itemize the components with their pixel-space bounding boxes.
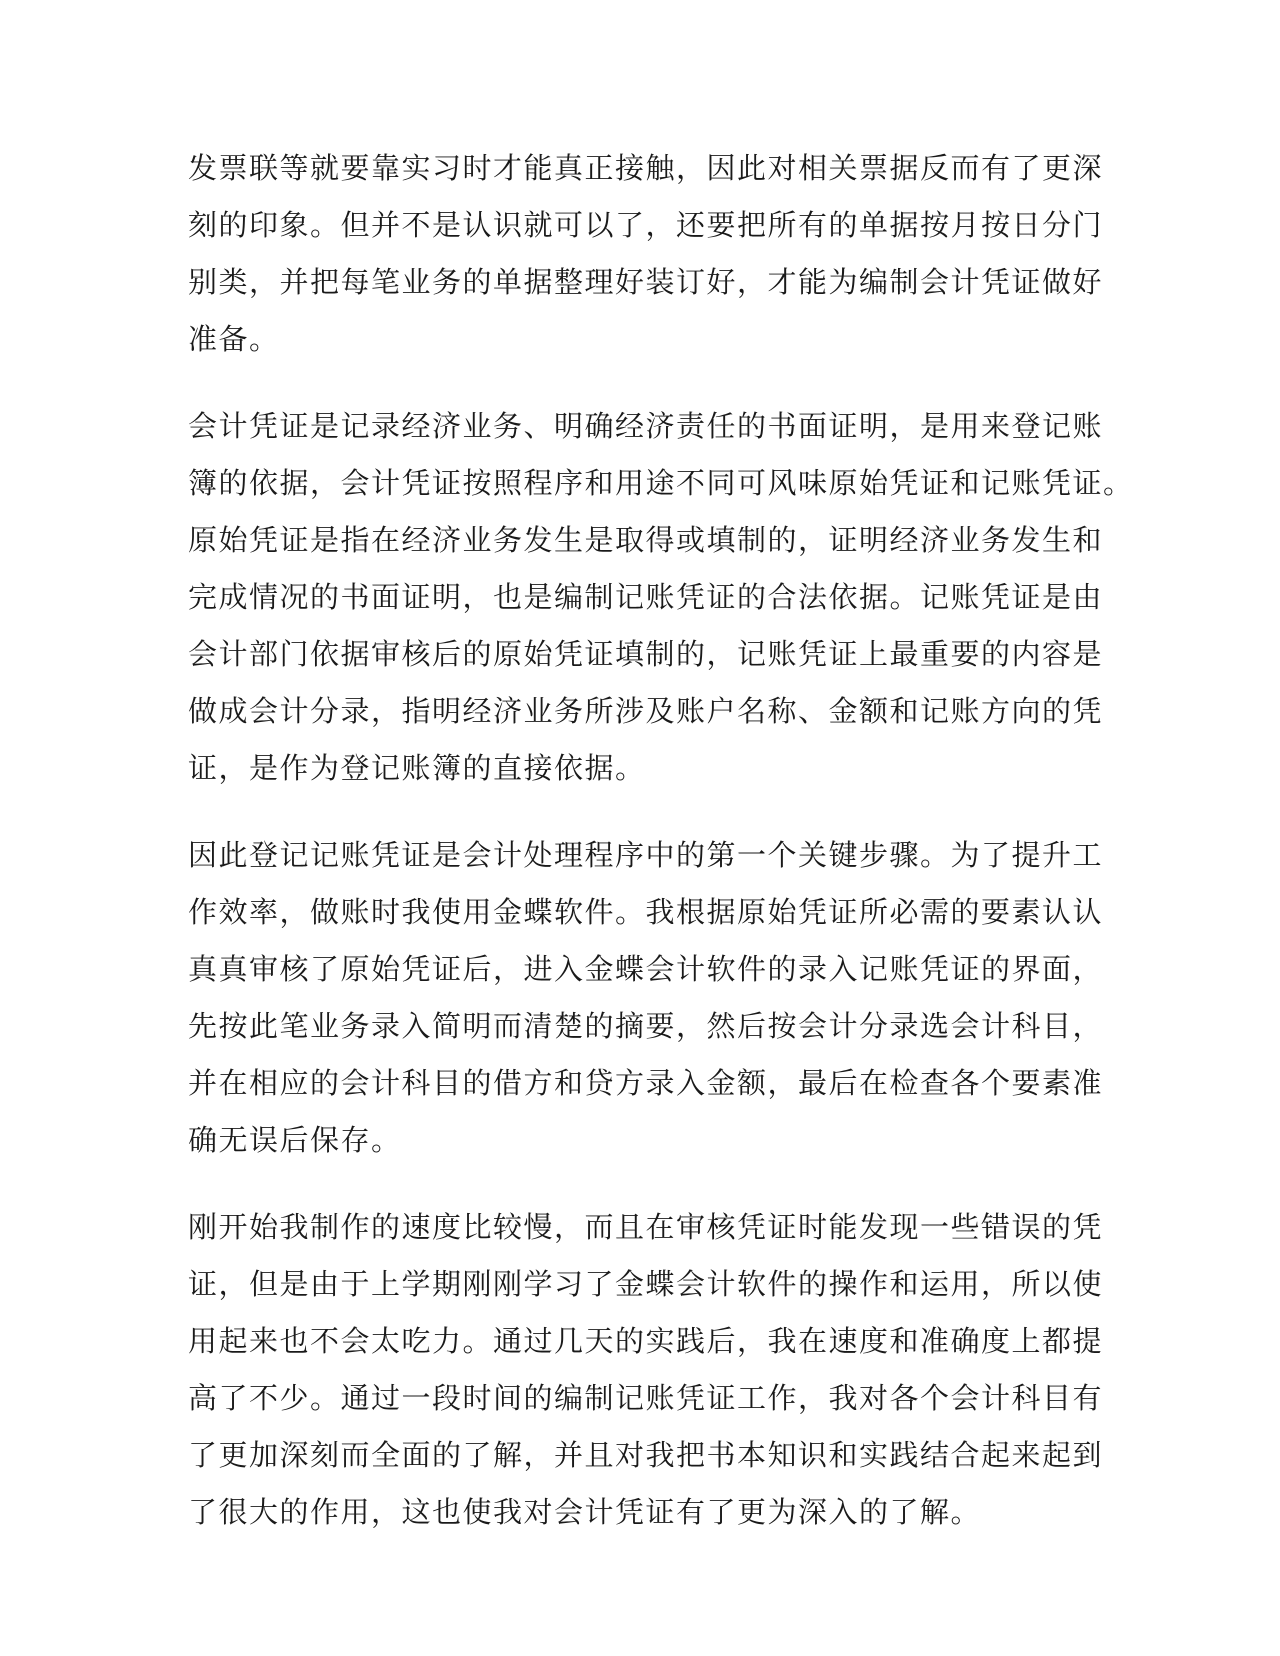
paragraph-line: 完成情况的书面证明，也是编制记账凭证的合法依据。记账凭证是由: [188, 580, 1104, 614]
paragraph-line: 先按此笔业务录入简明而清楚的摘要，然后按会计分录选会计科目，: [188, 1009, 1104, 1043]
paragraph-line: 会计凭证是记录经济业务、明确经济责任的书面证明，是用来登记账: [188, 409, 1104, 443]
paragraph-line: 了很大的作用，这也使我对会计凭证有了更为深入的了解。: [188, 1495, 982, 1529]
paragraph-line: 高了不少。通过一段时间的编制记账凭证工作，我对各个会计科目有: [188, 1381, 1104, 1415]
paragraph-4: [188, 1199, 1108, 1541]
paragraph-line: 证，但是由于上学期刚刚学习了金蝶会计软件的操作和运用，所以使: [188, 1267, 1104, 1301]
paragraph-line: 因此登记记账凭证是会计处理程序中的第一个关键步骤。为了提升工: [188, 838, 1104, 872]
paragraph-line: 了更加深刻而全面的了解，并且对我把书本知识和实践结合起来起到: [188, 1438, 1104, 1472]
paragraph-line: 刚开始我制作的速度比较慢，而且在审核凭证时能发现一些错误的凭: [188, 1210, 1104, 1244]
paragraph-line: 作效率，做账时我使用金蝶软件。我根据原始凭证所必需的要素认认: [188, 895, 1104, 929]
paragraph-line: 刻的印象。但并不是认识就可以了，还要把所有的单据按月按日分门: [188, 208, 1104, 242]
paragraph-2: [188, 398, 1134, 797]
paragraph-line: 做成会计分录，指明经济业务所涉及账户名称、金额和记账方向的凭: [188, 694, 1104, 728]
paragraph-line: 确无误后保存。: [188, 1123, 402, 1157]
document-body: [188, 140, 1134, 1571]
paragraph-line: 并在相应的会计科目的借方和贷方录入金额，最后在检查各个要素准: [188, 1066, 1104, 1100]
paragraph-line: 别类，并把每笔业务的单据整理好装订好，才能为编制会计凭证做好: [188, 265, 1104, 299]
paragraph-1: [188, 140, 1108, 368]
paragraph-line: 准备。: [188, 322, 280, 356]
paragraph-line: 发票联等就要靠实习时才能真正接触，因此对相关票据反而有了更深: [188, 151, 1104, 185]
paragraph-line: 用起来也不会太吃力。通过几天的实践后，我在速度和准确度上都提: [188, 1324, 1104, 1358]
paragraph-line: 会计部门依据审核后的原始凭证填制的，记账凭证上最重要的内容是: [188, 637, 1104, 671]
paragraph-line: 簿的依据，会计凭证按照程序和用途不同可风味原始凭证和记账凭证。: [188, 466, 1134, 500]
paragraph-3: [188, 827, 1108, 1169]
paragraph-line: 证，是作为登记账簿的直接依据。: [188, 751, 646, 785]
paragraph-line: 真真审核了原始凭证后，进入金蝶会计软件的录入记账凭证的界面，: [188, 952, 1104, 986]
paragraph-line: 原始凭证是指在经济业务发生是取得或填制的，证明经济业务发生和: [188, 523, 1104, 557]
